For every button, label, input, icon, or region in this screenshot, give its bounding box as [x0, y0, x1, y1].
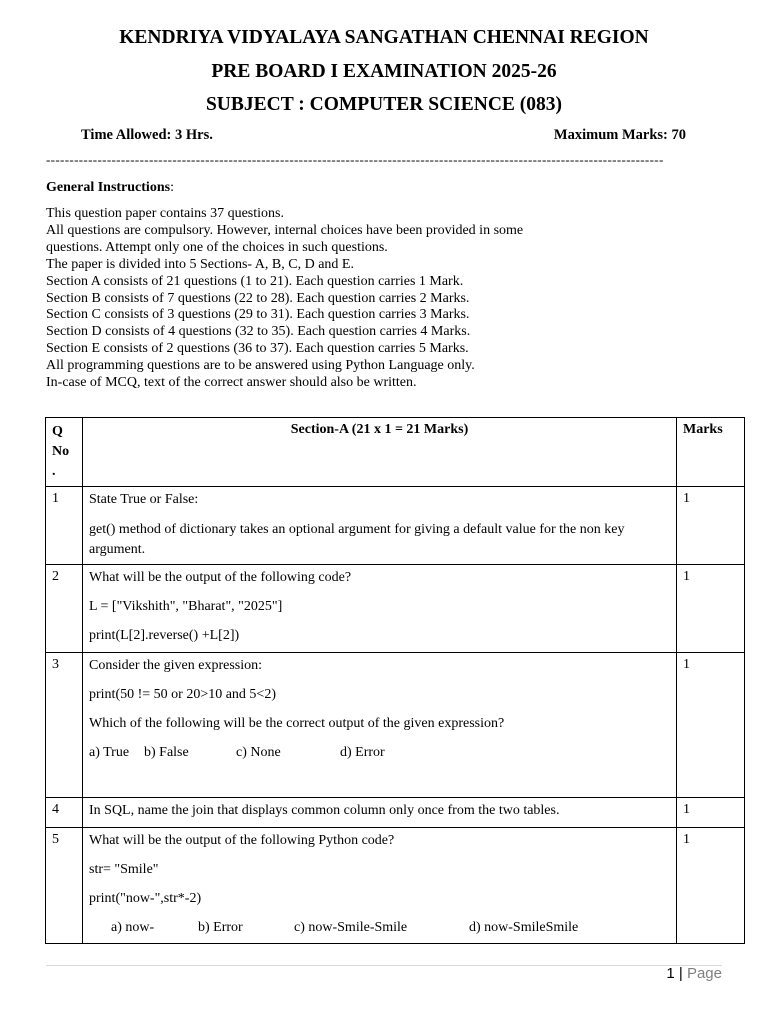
header-marks: Marks [677, 418, 745, 487]
instruction-line: All programming questions are to be answered using Python Language only. [46, 358, 475, 374]
question-text [83, 828, 677, 944]
question-line: Consider the given expression: [89, 658, 263, 673]
header-q-no [46, 418, 83, 487]
page-number: 1 [666, 965, 675, 982]
question-line: Which of the following will be the correct output of the given expression? [89, 716, 505, 731]
question-number: 1 [46, 487, 83, 565]
header-q-no-line1: Q [52, 424, 63, 439]
table-row [46, 487, 745, 565]
header-q-no-line3: . [52, 464, 56, 479]
header-q-no-line2: No [52, 444, 70, 459]
option-b: b) False [144, 745, 189, 760]
maximum-marks: Maximum Marks: 70 [553, 127, 686, 143]
table-row [46, 653, 745, 798]
dashed-separator: ------------------------------------------------------------------------------------------------------------------------------------ [46, 152, 664, 167]
question-text [83, 653, 677, 798]
instruction-line: Section C consists of 3 questions (29 to 31). Each question carries 3 Marks. [46, 307, 470, 323]
header-section: Section-A (21 x 1 = 21 Marks) [83, 418, 677, 487]
question-marks: 1 [677, 653, 745, 798]
instruction-line: Section D consists of 4 questions (32 to 35). Each question carries 4 Marks. [46, 324, 471, 340]
question-line: get() method of dictionary takes an optional argument for giving a default value for the non key argument. [89, 522, 625, 557]
question-text [83, 798, 677, 828]
instruction-line: Section E consists of 2 questions (36 to 37). Each question carries 5 Marks. [46, 341, 469, 357]
school-title: KENDRIYA VIDYALAYA SANGATHAN CHENNAI REGION [119, 27, 649, 48]
question-marks: 1 [677, 798, 745, 828]
question-line: State True or False: [89, 492, 199, 507]
instruction-line: The paper is divided into 5 Sections- A, B, C, D and E. [46, 256, 354, 272]
question-line: print(50 != 50 or 20>10 and 5<2) [89, 687, 276, 702]
instruction-line: In-case of MCQ, text of the correct answer should also be written. [46, 375, 417, 391]
option-d: d) now-SmileSmile [469, 920, 579, 935]
table-row [46, 828, 745, 944]
general-instructions-title: General Instructions [46, 180, 171, 195]
subject-title: SUBJECT : COMPUTER SCIENCE (083) [205, 94, 563, 115]
question-line: print(L[2].reverse() +L[2]) [89, 628, 240, 643]
instruction-line: Section B consists of 7 questions (22 to 28). Each question carries 2 Marks. [46, 290, 470, 306]
general-instructions-heading [46, 180, 174, 196]
page-separator: | [678, 965, 683, 982]
page-label: Page [686, 965, 722, 982]
time-allowed: Time Allowed: 3 Hrs. [81, 127, 213, 143]
page-number-footer [666, 965, 722, 982]
question-text [83, 487, 677, 565]
instruction-line: This question paper contains 37 questions. [46, 206, 284, 221]
instruction-line: Section A consists of 21 questions (1 to 21). Each question carries 1 Mark. [46, 273, 464, 289]
question-marks: 1 [677, 565, 745, 653]
question-number: 5 [46, 828, 83, 944]
question-number: 3 [46, 653, 83, 798]
question-marks: 1 [677, 487, 745, 565]
answer-options [89, 919, 670, 936]
option-a: a) now- [111, 920, 155, 935]
exam-title: PRE BOARD I EXAMINATION 2025-26 [211, 61, 557, 82]
general-instructions-colon: : [170, 180, 174, 195]
question-line: In SQL, name the join that displays common column only once from the two tables. [89, 803, 560, 818]
instructions-list [46, 206, 606, 392]
question-table [45, 417, 745, 944]
question-marks: 1 [677, 828, 745, 944]
answer-options [89, 744, 670, 761]
instruction-line: questions. Attempt only one of the choices in such questions. [46, 239, 388, 255]
question-number: 4 [46, 798, 83, 828]
footer-divider [46, 965, 722, 966]
question-number: 2 [46, 565, 83, 653]
option-c: c) None [236, 745, 281, 760]
question-line: What will be the output of the following code? [89, 570, 352, 585]
option-d: d) Error [340, 745, 385, 760]
instruction-line: All questions are compulsory. However, internal choices have been provided in some [46, 222, 524, 238]
question-line: L = ["Vikshith", "Bharat", "2025"] [89, 599, 283, 614]
table-row [46, 565, 745, 653]
question-line: What will be the output of the following Python code? [89, 833, 395, 848]
option-a: a) True [89, 745, 130, 760]
question-line: print("now-",str*-2) [89, 891, 202, 906]
question-line: str= "Smile" [89, 862, 159, 877]
question-text [83, 565, 677, 653]
option-b: b) Error [198, 920, 243, 935]
table-header-row [46, 418, 745, 487]
option-c: c) now-Smile-Smile [294, 920, 408, 935]
table-row [46, 798, 745, 828]
